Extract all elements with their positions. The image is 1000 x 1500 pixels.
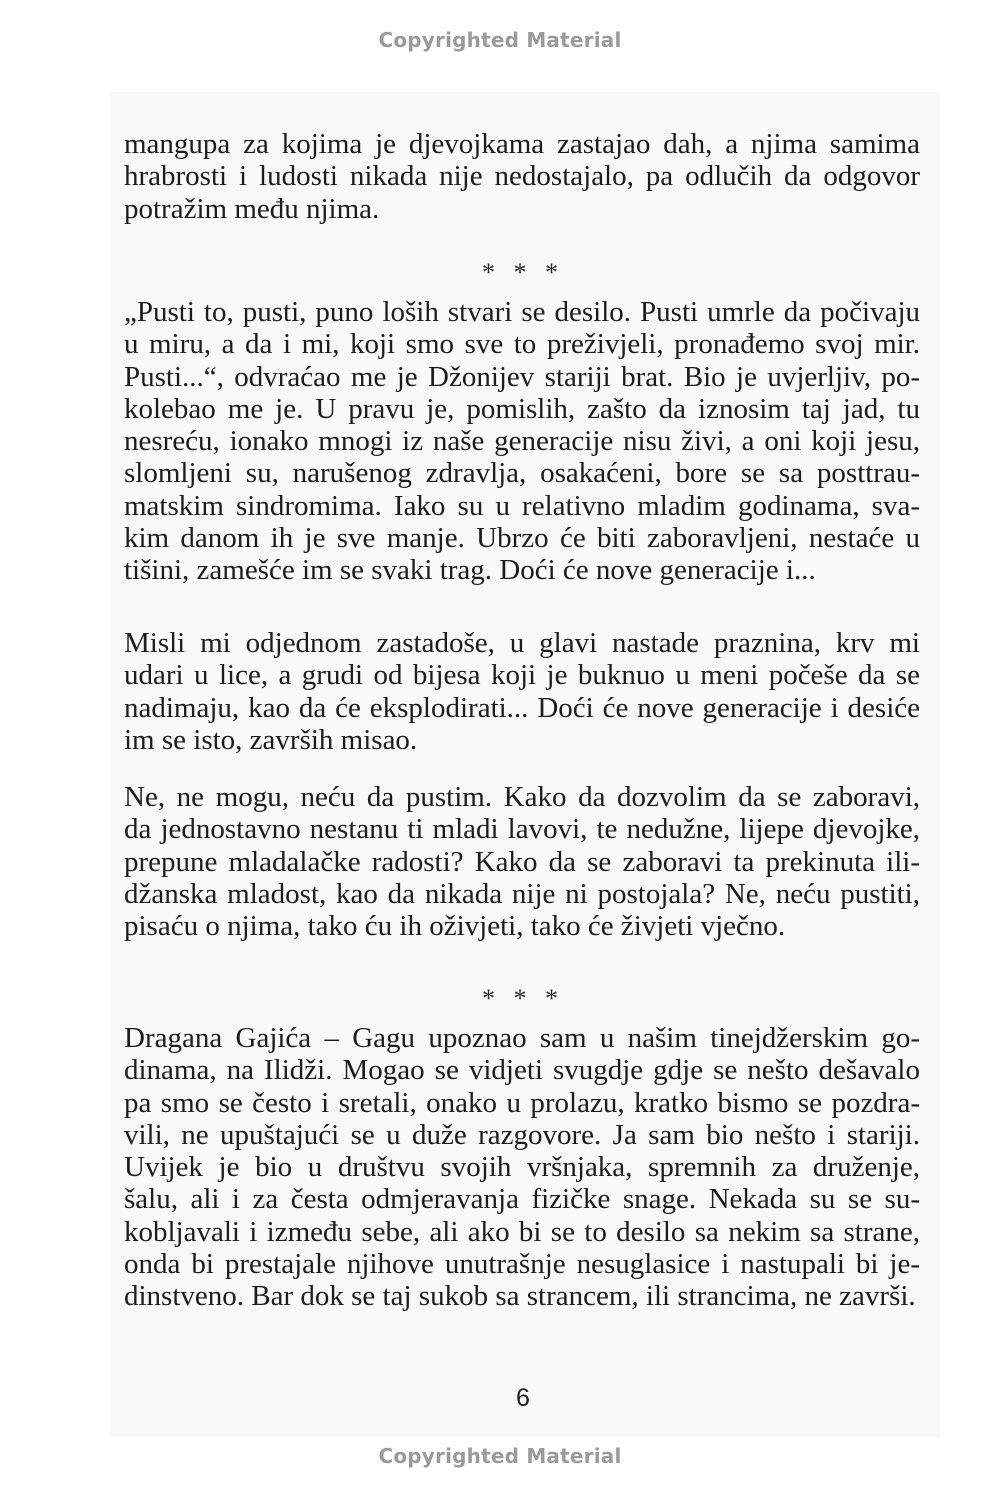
text-line: pa smo se često i sretali, onako u prolazu, kratko bismo se pozdra- — [124, 1086, 920, 1119]
text-line: „Pusti to, pusti, puno loših stvari se desilo. Pusti umrle da počivaju — [124, 296, 920, 328]
text-line: Pusti...“, odvraćao me je Džonijev stariji brat. Bio je uvjerljiv, po- — [124, 360, 920, 393]
text-line: udari u lice, a grudi od bijesa koji je buknuo u meni počeše da se — [124, 659, 920, 692]
text-line: Misli mi odjednom zastadoše, u glavi nastade praznina, krv mi — [124, 627, 920, 659]
paragraph — [124, 128, 920, 225]
paragraph — [124, 781, 920, 942]
text-line: kolebao me je. U pravu je, pomislih, zašto da iznosim taj jad, tu — [124, 392, 920, 425]
paragraph — [124, 1022, 920, 1313]
text-line: u miru, a da i mi, koji smo sve to preživjeli, pronađemo svoj mir. — [124, 328, 920, 361]
text-line: hrabrosti i ludosti nikada nije nedostajalo, pa odlučih da odgovor — [124, 160, 920, 193]
text-line: Ne, ne mogu, neću da pustim. Kako da dozvolim da se zaboravi, — [124, 781, 920, 813]
text-line: kim danom ih je sve manje. Ubrzo će biti zaboravljeni, nestaće u — [124, 522, 920, 555]
paragraph — [124, 627, 920, 756]
section-separator: * * * — [482, 258, 564, 287]
text-line: Dragana Gajića – Gagu upoznao sam u našim tinejdžerskim go- — [124, 1022, 920, 1054]
text-line: kobljavali i između sebe, ali ako bi se to desilo sa nekim sa strane, — [124, 1215, 920, 1248]
text-line: Uvijek je bio u društvu svojih vršnjaka, spremnih za druženje, — [124, 1151, 920, 1184]
text-line: onda bi prestajale njihove unutrašnje nesuglasice i nastupali bi je- — [124, 1248, 920, 1281]
text-line: slomljeni su, narušenog zdravlja, osakaćeni, bore se sa posttrau- — [124, 457, 920, 490]
text-line: im se isto, završih misao. — [124, 723, 418, 756]
text-line: da jednostavno nestanu ti mladi lavovi, te nedužne, lijepe djevojke, — [124, 813, 920, 846]
text-line: prepune mladalačke radosti? Kako da se zaboravi ta prekinuta ili- — [124, 845, 920, 878]
text-line: mangupa za kojima je djevojkama zastajao dah, a njima samima — [124, 128, 920, 160]
text-line: džanska mladost, kao da nikada nije ni postojala? Ne, neću pustiti, — [124, 877, 920, 910]
text-line: šalu, ali i za česta odmjeravanja fizičke snage. Nekada su se su- — [124, 1183, 920, 1216]
text-line: dinama, na Ilidži. Mogao se vidjeti svugdje gdje se nešto dešavalo — [124, 1054, 920, 1087]
text-line: nesreću, ionako mnogi iz naše generacije nisu živi, a oni koji jesu, — [124, 425, 920, 458]
text-line: pisaću o njima, tako ću ih oživjeti, tako će živjeti vječno. — [124, 910, 786, 943]
paragraph — [124, 296, 920, 587]
copyright-watermark-top: Copyrighted Material — [378, 28, 622, 52]
text-line: dinstveno. Bar dok se taj sukob sa strancem, ili strancima, ne završi. — [124, 1280, 916, 1313]
text-line: vili, ne upuštajući se u duže razgovore. Ja sam bio nešto i stariji. — [124, 1118, 920, 1151]
copyright-watermark-bottom: Copyrighted Material — [378, 1444, 622, 1468]
text-line: tišini, zamešće im se svaki trag. Doći će nove generacije i... — [124, 554, 816, 587]
section-separator: * * * — [482, 984, 564, 1013]
page-number: 6 — [516, 1384, 530, 1412]
text-line: potražim među njima. — [124, 192, 380, 225]
text-line: nadimaju, kao da će eksplodirati... Doći će nove generacije i desiće — [124, 691, 920, 724]
text-line: matskim sindromima. Iako su u relativno mladim godinama, sva- — [124, 489, 920, 522]
